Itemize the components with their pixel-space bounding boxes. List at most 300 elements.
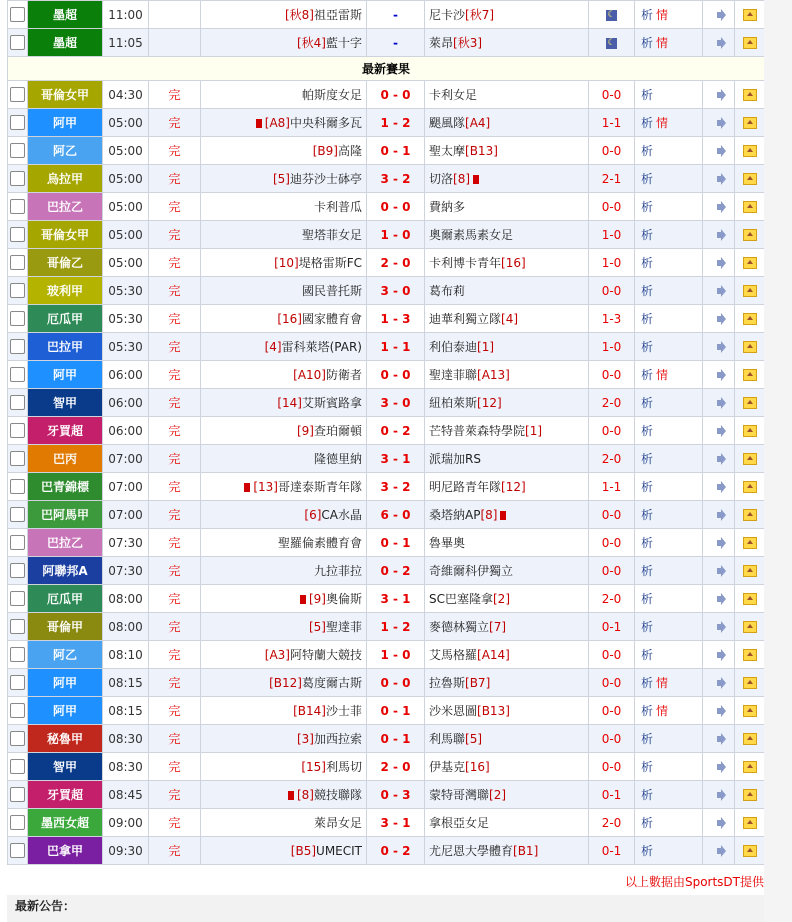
match-row[interactable] [8, 361, 765, 389]
home-team[interactable] [201, 669, 367, 697]
league-badge[interactable]: 巴拉乙 [28, 193, 103, 221]
away-team[interactable] [425, 781, 589, 809]
speaker-icon[interactable] [717, 512, 721, 518]
favorite-icon[interactable] [743, 789, 757, 801]
checkbox-icon[interactable] [10, 367, 25, 382]
checkbox-icon[interactable] [10, 255, 25, 270]
home-team[interactable] [201, 697, 367, 725]
speaker-icon[interactable] [717, 792, 721, 798]
away-team[interactable] [425, 501, 589, 529]
speaker-icon[interactable] [717, 708, 721, 714]
favorite-icon[interactable] [743, 565, 757, 577]
score[interactable]: 3 - 0 [367, 277, 425, 305]
sound-cell [703, 109, 735, 137]
checkbox-icon[interactable] [10, 619, 25, 634]
home-team[interactable] [201, 277, 367, 305]
analysis-link[interactable]: 析 [641, 508, 654, 522]
speaker-icon[interactable] [717, 344, 721, 350]
analysis-link[interactable]: 析 [641, 8, 654, 22]
analysis-link[interactable]: 析 [641, 676, 654, 690]
match-row[interactable] [8, 837, 765, 865]
league-badge[interactable]: 哥倫乙 [28, 249, 103, 277]
home-team[interactable] [201, 585, 367, 613]
analysis-link[interactable]: 析 [641, 200, 654, 214]
match-status: 完 [149, 137, 201, 165]
speaker-icon[interactable] [717, 372, 721, 378]
league-badge[interactable]: 厄瓜甲 [28, 585, 103, 613]
favorite-icon[interactable] [743, 313, 757, 325]
speaker-icon[interactable] [717, 652, 721, 658]
checkbox-icon[interactable] [10, 311, 25, 326]
match-row[interactable] [8, 1, 765, 29]
league-badge[interactable]: 墨西女超 [28, 809, 103, 837]
match-time: 09:30 [103, 837, 149, 865]
checkbox-icon[interactable] [10, 199, 25, 214]
away-team-name: 伊基克 [429, 760, 466, 774]
home-team[interactable] [201, 1, 367, 29]
league-badge[interactable]: 厄瓜甲 [28, 305, 103, 333]
checkbox-icon[interactable] [10, 787, 25, 802]
intel-link[interactable]: 情 [656, 116, 669, 130]
score[interactable]: - [367, 29, 425, 57]
away-team[interactable] [425, 81, 589, 109]
analysis-link[interactable]: 析 [641, 760, 654, 774]
intel-link[interactable]: 情 [656, 8, 669, 22]
analysis-link[interactable]: 析 [641, 536, 654, 550]
away-team[interactable] [425, 837, 589, 865]
speaker-icon[interactable] [717, 820, 721, 826]
analysis-link[interactable]: 析 [641, 564, 654, 578]
league-badge[interactable]: 巴拿甲 [28, 837, 103, 865]
home-team[interactable] [201, 221, 367, 249]
home-team[interactable] [201, 109, 367, 137]
away-team[interactable] [425, 417, 589, 445]
away-team[interactable] [425, 725, 589, 753]
home-team[interactable] [201, 249, 367, 277]
league-badge[interactable]: 秘魯甲 [28, 725, 103, 753]
score[interactable]: 2 - 0 [367, 249, 425, 277]
speaker-icon[interactable] [717, 540, 721, 546]
away-team[interactable] [425, 165, 589, 193]
score[interactable]: 0 - 1 [367, 529, 425, 557]
league-badge[interactable]: 智甲 [28, 753, 103, 781]
league-badge[interactable]: 巴丙 [28, 445, 103, 473]
checkbox-icon[interactable] [10, 115, 25, 130]
home-team[interactable] [201, 389, 367, 417]
checkbox-icon[interactable] [10, 507, 25, 522]
favorite-icon[interactable] [743, 145, 757, 157]
score[interactable]: 6 - 0 [367, 501, 425, 529]
home-team[interactable] [201, 781, 367, 809]
favorite-icon[interactable] [743, 537, 757, 549]
intel-link[interactable]: 情 [656, 676, 669, 690]
league-badge[interactable]: 玻利甲 [28, 277, 103, 305]
checkbox-icon[interactable] [10, 339, 25, 354]
score[interactable]: 3 - 2 [367, 165, 425, 193]
league-badge[interactable]: 墨超 [28, 1, 103, 29]
score[interactable]: 3 - 1 [367, 809, 425, 837]
checkbox-icon[interactable] [10, 143, 25, 158]
match-time: 07:00 [103, 445, 149, 473]
away-team[interactable] [425, 585, 589, 613]
favorite-icon[interactable] [743, 229, 757, 241]
home-team[interactable] [201, 361, 367, 389]
away-team[interactable] [425, 109, 589, 137]
favorite-icon[interactable] [743, 705, 757, 717]
league-badge[interactable]: 牙買超 [28, 781, 103, 809]
score[interactable]: 0 - 0 [367, 193, 425, 221]
analysis-link[interactable]: 析 [641, 256, 654, 270]
speaker-icon[interactable] [717, 288, 721, 294]
speaker-icon[interactable] [717, 400, 721, 406]
home-rank: [A3] [264, 648, 290, 662]
away-team[interactable] [425, 809, 589, 837]
match-row[interactable] [8, 29, 765, 57]
match-status: 完 [149, 697, 201, 725]
league-badge[interactable]: 阿甲 [28, 697, 103, 725]
score[interactable]: 3 - 1 [367, 585, 425, 613]
favorite-icon[interactable] [743, 621, 757, 633]
home-team[interactable] [201, 501, 367, 529]
analysis-link[interactable]: 析 [641, 704, 654, 718]
match-row[interactable] [8, 809, 765, 837]
analysis-link[interactable]: 析 [641, 312, 654, 326]
match-status: 完 [149, 249, 201, 277]
checkbox-icon[interactable] [10, 7, 25, 22]
away-team[interactable] [425, 361, 589, 389]
checkbox-icon[interactable] [10, 87, 25, 102]
checkbox-icon[interactable] [10, 675, 25, 690]
match-row[interactable] [8, 529, 765, 557]
home-team[interactable] [201, 193, 367, 221]
checkbox-cell [8, 249, 28, 277]
favorite-cell [735, 585, 765, 613]
checkbox-icon[interactable] [10, 283, 25, 298]
score[interactable]: 2 - 0 [367, 753, 425, 781]
score[interactable]: 1 - 0 [367, 641, 425, 669]
checkbox-icon[interactable] [10, 815, 25, 830]
speaker-icon[interactable] [717, 148, 721, 154]
checkbox-icon[interactable] [10, 227, 25, 242]
analysis-link[interactable]: 析 [641, 452, 654, 466]
score[interactable]: 3 - 0 [367, 389, 425, 417]
home-team[interactable] [201, 137, 367, 165]
match-row[interactable] [8, 781, 765, 809]
score[interactable]: 0 - 0 [367, 81, 425, 109]
match-row[interactable] [8, 389, 765, 417]
match-row[interactable] [8, 305, 765, 333]
analysis-link[interactable]: 析 [641, 732, 654, 746]
match-row[interactable] [8, 277, 765, 305]
league-badge[interactable]: 哥倫女甲 [28, 81, 103, 109]
match-row[interactable] [8, 333, 765, 361]
away-team[interactable] [425, 613, 589, 641]
home-team[interactable] [201, 641, 367, 669]
score[interactable]: 0 - 2 [367, 417, 425, 445]
away-team-name: 切洛 [429, 172, 454, 186]
home-team[interactable] [201, 613, 367, 641]
away-team[interactable] [425, 333, 589, 361]
match-row[interactable] [8, 473, 765, 501]
match-time: 05:30 [103, 333, 149, 361]
away-team[interactable] [425, 557, 589, 585]
checkbox-icon[interactable] [10, 759, 25, 774]
favorite-icon[interactable] [743, 9, 757, 21]
speaker-icon[interactable] [717, 456, 721, 462]
analysis-link[interactable]: 析 [641, 592, 654, 606]
match-row[interactable] [8, 501, 765, 529]
home-team[interactable] [201, 753, 367, 781]
home-team[interactable] [201, 725, 367, 753]
league-badge[interactable]: 哥倫甲 [28, 613, 103, 641]
score[interactable]: - [367, 1, 425, 29]
score[interactable]: 0 - 2 [367, 837, 425, 865]
favorite-icon[interactable] [743, 425, 757, 437]
match-row[interactable] [8, 753, 765, 781]
match-row[interactable] [8, 193, 765, 221]
match-row[interactable] [8, 557, 765, 585]
analysis-link[interactable]: 析 [641, 88, 654, 102]
league-badge[interactable]: 巴阿馬甲 [28, 501, 103, 529]
match-row[interactable] [8, 585, 765, 613]
checkbox-icon[interactable] [10, 35, 25, 50]
favorite-icon[interactable] [743, 369, 757, 381]
speaker-icon[interactable] [717, 232, 721, 238]
score[interactable]: 1 - 2 [367, 613, 425, 641]
away-team[interactable] [425, 221, 589, 249]
analysis-link[interactable]: 析 [641, 844, 654, 858]
score[interactable]: 1 - 3 [367, 305, 425, 333]
home-team[interactable] [201, 81, 367, 109]
checkbox-icon[interactable] [10, 395, 25, 410]
away-team[interactable] [425, 697, 589, 725]
match-row[interactable] [8, 137, 765, 165]
favorite-icon[interactable] [743, 89, 757, 101]
checkbox-icon[interactable] [10, 731, 25, 746]
speaker-icon[interactable] [717, 680, 721, 686]
score[interactable]: 0 - 2 [367, 557, 425, 585]
checkbox-icon[interactable] [10, 423, 25, 438]
home-team[interactable] [201, 333, 367, 361]
favorite-icon[interactable] [743, 649, 757, 661]
speaker-icon[interactable] [717, 204, 721, 210]
favorite-icon[interactable] [743, 845, 757, 857]
home-team[interactable] [201, 557, 367, 585]
speaker-icon[interactable] [717, 568, 721, 574]
speaker-icon[interactable] [717, 736, 721, 742]
favorite-icon[interactable] [743, 285, 757, 297]
league-badge[interactable]: 阿乙 [28, 641, 103, 669]
match-row[interactable] [8, 109, 765, 137]
match-time: 08:15 [103, 697, 149, 725]
league-badge[interactable]: 阿乙 [28, 137, 103, 165]
league-badge[interactable]: 阿甲 [28, 361, 103, 389]
speaker-icon[interactable] [717, 848, 721, 854]
league-badge[interactable]: 智甲 [28, 389, 103, 417]
checkbox-icon[interactable] [10, 843, 25, 858]
favorite-icon[interactable] [743, 201, 757, 213]
intel-link[interactable]: 情 [656, 704, 669, 718]
checkbox-icon[interactable] [10, 451, 25, 466]
red-card-icon [256, 119, 262, 128]
favorite-icon[interactable] [743, 173, 757, 185]
speaker-icon[interactable] [717, 120, 721, 126]
away-team[interactable] [425, 669, 589, 697]
home-team[interactable] [201, 809, 367, 837]
match-row[interactable] [8, 725, 765, 753]
away-team[interactable] [425, 753, 589, 781]
score[interactable]: 1 - 0 [367, 221, 425, 249]
away-team[interactable] [425, 473, 589, 501]
league-badge[interactable]: 烏拉甲 [28, 165, 103, 193]
analysis-link[interactable]: 析 [641, 424, 654, 438]
match-row[interactable] [8, 221, 765, 249]
league-badge[interactable]: 巴拉甲 [28, 333, 103, 361]
score[interactable]: 0 - 1 [367, 697, 425, 725]
speaker-icon[interactable] [717, 484, 721, 490]
league-badge[interactable]: 哥倫女甲 [28, 221, 103, 249]
away-team[interactable] [425, 137, 589, 165]
away-team[interactable] [425, 389, 589, 417]
score[interactable]: 3 - 2 [367, 473, 425, 501]
analysis-link[interactable]: 析 [641, 228, 654, 242]
match-row[interactable] [8, 641, 765, 669]
home-rank: [10] [274, 256, 299, 270]
analysis-link[interactable]: 析 [641, 480, 654, 494]
home-team-name: 聖塔菲女足 [301, 228, 362, 242]
analysis-cell [635, 753, 703, 781]
away-rank: [1] [525, 424, 543, 438]
league-badge[interactable]: 巴拉乙 [28, 529, 103, 557]
score[interactable]: 0 - 1 [367, 137, 425, 165]
away-rank: [A14] [477, 648, 510, 662]
score[interactable]: 0 - 1 [367, 725, 425, 753]
analysis-link[interactable]: 析 [641, 36, 654, 50]
checkbox-icon[interactable] [10, 703, 25, 718]
speaker-icon[interactable] [717, 316, 721, 322]
home-team[interactable] [201, 529, 367, 557]
score[interactable]: 0 - 0 [367, 361, 425, 389]
speaker-icon[interactable] [717, 176, 721, 182]
match-row[interactable] [8, 249, 765, 277]
away-team[interactable] [425, 29, 589, 57]
league-badge[interactable]: 巴青錦標 [28, 473, 103, 501]
score[interactable]: 1 - 1 [367, 333, 425, 361]
away-team[interactable] [425, 445, 589, 473]
half-time-score: 0-0 [589, 529, 635, 557]
away-team[interactable] [425, 529, 589, 557]
checkbox-icon[interactable] [10, 171, 25, 186]
league-badge[interactable]: 牙買超 [28, 417, 103, 445]
checkbox-icon[interactable] [10, 535, 25, 550]
favorite-icon[interactable] [743, 761, 757, 773]
favorite-icon[interactable] [743, 37, 757, 49]
favorite-icon[interactable] [743, 341, 757, 353]
analysis-link[interactable]: 析 [641, 284, 654, 298]
match-row[interactable] [8, 81, 765, 109]
favorite-icon[interactable] [743, 453, 757, 465]
checkbox-icon[interactable] [10, 647, 25, 662]
favorite-icon[interactable] [743, 733, 757, 745]
league-badge[interactable]: 阿聯邦A [28, 557, 103, 585]
home-team-name: 防衛者 [325, 368, 362, 382]
league-badge[interactable]: 阿甲 [28, 669, 103, 697]
home-team[interactable] [201, 165, 367, 193]
intel-link[interactable]: 情 [656, 36, 669, 50]
away-team[interactable] [425, 641, 589, 669]
checkbox-icon[interactable] [10, 591, 25, 606]
match-row[interactable] [8, 669, 765, 697]
favorite-icon[interactable] [743, 817, 757, 829]
match-row[interactable] [8, 165, 765, 193]
away-rank: [4] [501, 312, 519, 326]
analysis-link[interactable]: 析 [641, 816, 654, 830]
analysis-link[interactable]: 析 [641, 144, 654, 158]
analysis-link[interactable]: 析 [641, 116, 654, 130]
favorite-icon[interactable] [743, 677, 757, 689]
favorite-icon[interactable] [743, 117, 757, 129]
score[interactable]: 3 - 1 [367, 445, 425, 473]
analysis-link[interactable]: 析 [641, 396, 654, 410]
intel-link[interactable]: 情 [656, 368, 669, 382]
speaker-icon[interactable] [717, 624, 721, 630]
away-team[interactable] [425, 1, 589, 29]
analysis-link[interactable]: 析 [641, 788, 654, 802]
favorite-icon[interactable] [743, 509, 757, 521]
home-rank: [15] [301, 760, 326, 774]
away-team[interactable] [425, 277, 589, 305]
speaker-icon[interactable] [717, 428, 721, 434]
favorite-icon[interactable] [743, 257, 757, 269]
league-badge[interactable]: 墨超 [28, 29, 103, 57]
analysis-link[interactable]: 析 [641, 648, 654, 662]
analysis-link[interactable]: 析 [641, 368, 654, 382]
home-team[interactable] [201, 417, 367, 445]
home-team[interactable] [201, 837, 367, 865]
home-team[interactable] [201, 473, 367, 501]
score[interactable]: 0 - 3 [367, 781, 425, 809]
favorite-icon[interactable] [743, 593, 757, 605]
score[interactable]: 1 - 2 [367, 109, 425, 137]
favorite-icon[interactable] [743, 481, 757, 493]
speaker-icon[interactable] [717, 40, 721, 46]
home-team[interactable] [201, 445, 367, 473]
speaker-icon[interactable] [717, 764, 721, 770]
analysis-link[interactable]: 析 [641, 340, 654, 354]
match-row[interactable] [8, 613, 765, 641]
favorite-icon[interactable] [743, 397, 757, 409]
speaker-icon[interactable] [717, 92, 721, 98]
speaker-icon[interactable] [717, 260, 721, 266]
match-row[interactable] [8, 417, 765, 445]
away-team[interactable] [425, 249, 589, 277]
speaker-icon[interactable] [717, 596, 721, 602]
match-row[interactable] [8, 445, 765, 473]
checkbox-icon[interactable] [10, 563, 25, 578]
checkbox-cell [8, 193, 28, 221]
home-team[interactable] [201, 305, 367, 333]
away-team[interactable] [425, 193, 589, 221]
analysis-link[interactable]: 析 [641, 172, 654, 186]
league-badge[interactable]: 阿甲 [28, 109, 103, 137]
away-team[interactable] [425, 305, 589, 333]
home-team[interactable] [201, 29, 367, 57]
score[interactable]: 0 - 0 [367, 669, 425, 697]
checkbox-icon[interactable] [10, 479, 25, 494]
analysis-link[interactable]: 析 [641, 620, 654, 634]
match-row[interactable] [8, 697, 765, 725]
speaker-icon[interactable] [717, 12, 721, 18]
